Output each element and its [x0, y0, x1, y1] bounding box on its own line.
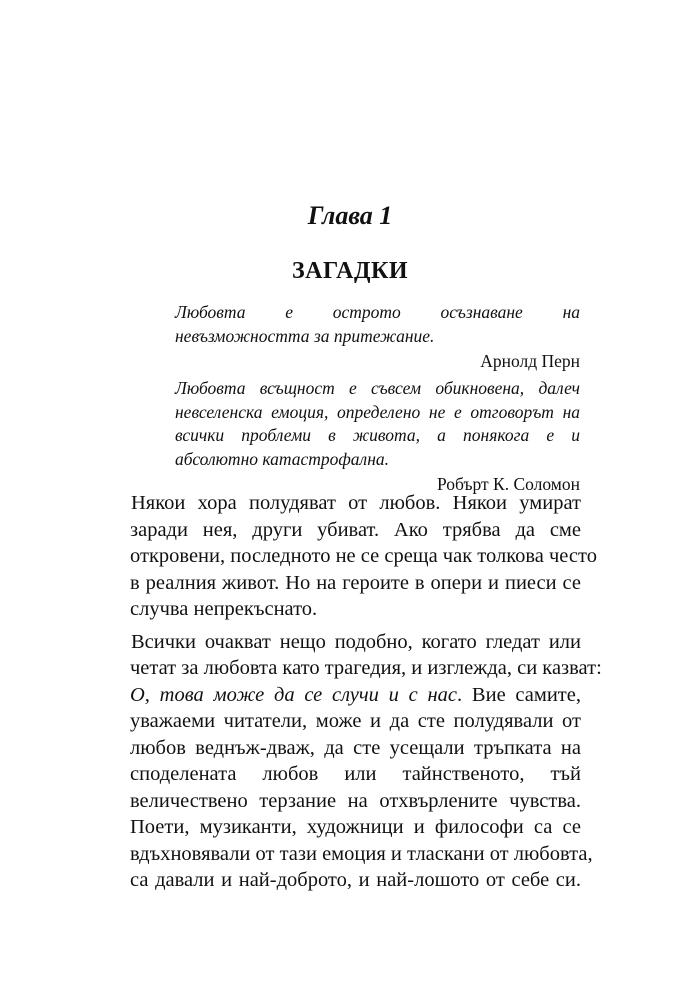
epigraph-line: Любовта е острото осъзнаване на: [175, 302, 580, 322]
text-line: Някои хора полудяват от любов. Някои умират: [131, 492, 581, 514]
chapter-number: Глава 1: [307, 201, 393, 230]
text-line: вдъхновявали от тази емоция и тласкани от любовта,: [130, 842, 593, 865]
paragraph: [129, 490, 597, 623]
text-line: са давали и най-доброто, и най-лошото от себе си.: [130, 869, 581, 891]
text-line: величествено терзание на отхвърлените чувства.: [130, 789, 581, 812]
text-line: споделената любов или тайнственото, тъй: [130, 763, 581, 785]
text-line: откровени, последното не се среща чак толкова често: [130, 545, 597, 567]
text-fragment: . Вие самите,: [457, 683, 581, 706]
italic-phrase: О, това може да се случи и с нас: [130, 683, 458, 706]
epigraph-author: Робърт К. Соломон: [436, 474, 580, 494]
epigraph-text: [175, 301, 580, 348]
body-text: [129, 490, 602, 894]
text-line: уважаеми читатели, може и да сте полудявали от: [130, 710, 581, 732]
text-line: любов веднъж-дваж, да сте усещали тръпката на: [130, 736, 581, 759]
epigraph-line: невъзможността за притежание.: [175, 325, 435, 346]
epigraph-text: [175, 377, 580, 471]
chapter-title: ЗАГАДКИ: [291, 258, 409, 284]
text-line: Поети, музиканти, художници и философи са се: [130, 816, 581, 838]
epigraph-author: Арнолд Перн: [480, 351, 580, 371]
epigraph-line: абсолютно катастрофална.: [175, 448, 389, 469]
epigraph: [175, 377, 580, 496]
epigraph-line: невселенска емоция, определено не е отговорът на: [175, 401, 580, 422]
text-line: случва непрекъснато.: [130, 598, 318, 620]
epigraph-line: всички проблеми в живота, а понякога е и: [175, 425, 580, 445]
epigraph-line: Любовта всъщност е съвсем обикновена, далеч: [175, 378, 580, 398]
text-line-mixed: [129, 682, 581, 709]
paragraph: [129, 629, 602, 894]
epigraph: [175, 301, 580, 373]
text-line: заради нея, други убиват. Ако трябва да сме: [130, 518, 581, 541]
text-line: Всички очакват нещо подобно, когато гледат или: [131, 630, 581, 653]
text-line: четат за любовта като трагедия, и изглежда, си казват:: [130, 657, 602, 679]
text-line: в реалния живот. Но на героите в опери и пиеси се: [130, 571, 581, 594]
